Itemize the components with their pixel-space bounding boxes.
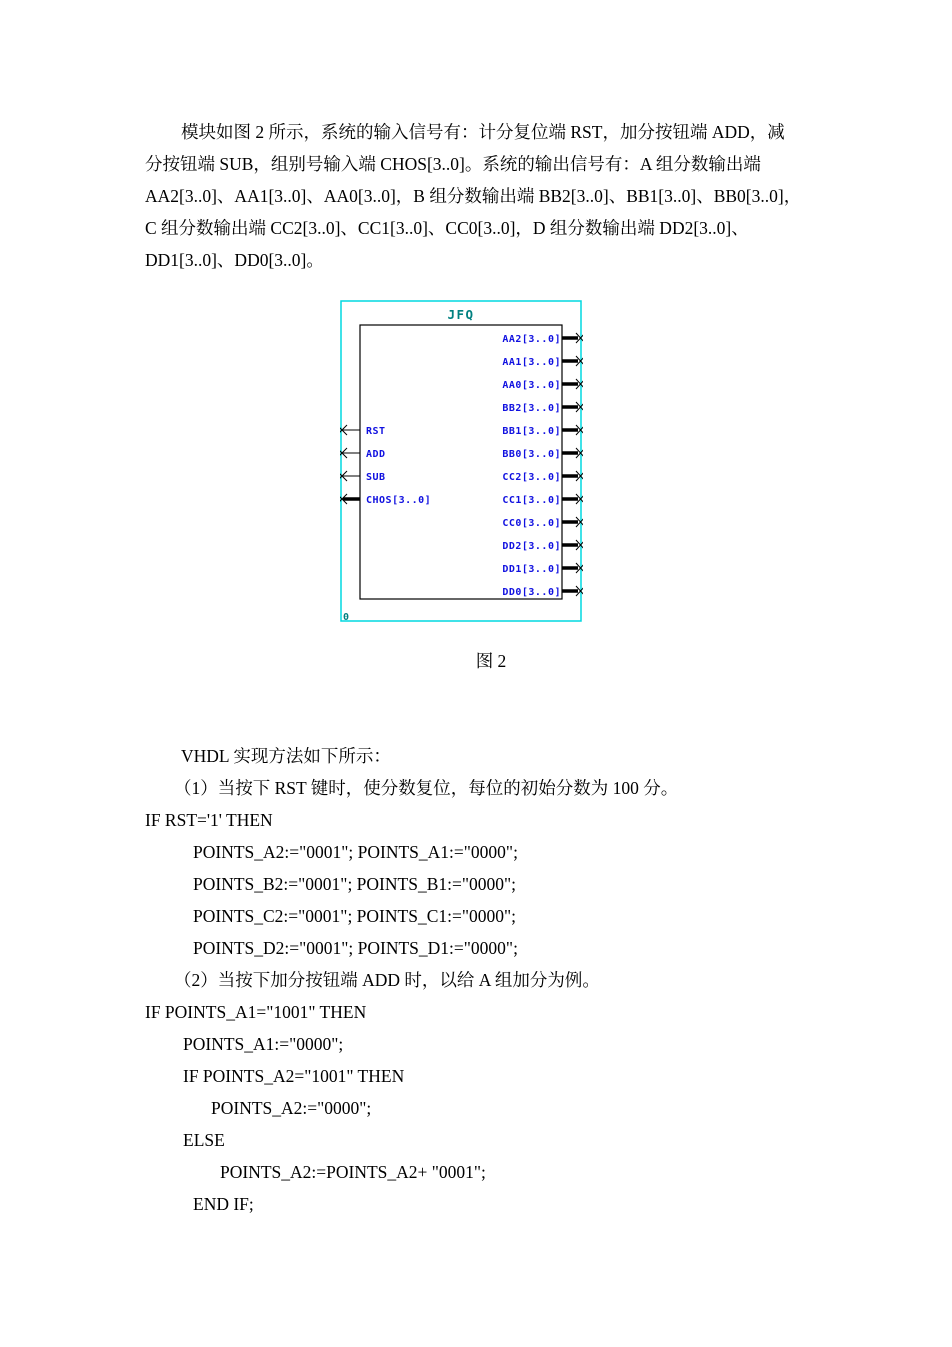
output-pin xyxy=(502,333,583,345)
code-line: IF POINTS_A2="1001" THEN xyxy=(183,1066,405,1086)
input-pin-label: SUB xyxy=(366,472,386,483)
code-line: POINTS_A2:="0001"; POINTS_A1:="0000"; xyxy=(193,842,518,862)
code-line: ELSE xyxy=(183,1130,225,1150)
code-line: （2）当按下加分按钮端 ADD 时，以给 A 组加分为例。 xyxy=(174,970,600,990)
output-pin xyxy=(502,563,583,575)
input-pin xyxy=(340,494,431,506)
instance-number: 0 xyxy=(343,612,350,623)
code-line: POINTS_C2:="0001"; POINTS_C1:="0000"; xyxy=(193,906,516,926)
output-pin-label: AA0[3..0] xyxy=(502,380,561,391)
intro-line: 分按钮端 SUB，组别号输入端 CHOS[3..0]。系统的输出信号有：A 组分数输出端 xyxy=(145,154,761,174)
output-pin xyxy=(502,448,583,460)
block-symbol-diagram xyxy=(340,300,583,623)
code-line: VHDL 实现方法如下所示： xyxy=(181,746,391,766)
output-pin xyxy=(502,356,583,368)
intro-line: 模块如图 2 所示，系统的输入信号有：计分复位端 RST，加分按钮端 ADD，减 xyxy=(181,122,785,142)
figure-caption: 图 2 xyxy=(475,651,507,671)
output-pin xyxy=(502,402,583,414)
output-pin-label: CC0[3..0] xyxy=(502,518,561,529)
output-pin-label: BB1[3..0] xyxy=(502,426,561,437)
output-pin-label: DD2[3..0] xyxy=(502,541,561,552)
output-pin-label: DD1[3..0] xyxy=(502,564,561,575)
intro-line: C 组分数输出端 CC2[3..0]、CC1[3..0]、CC0[3..0]，D 组分数输出端 DD2[3..0]、 xyxy=(145,218,749,238)
block-symbol-svg xyxy=(340,300,583,623)
output-pin-label: AA2[3..0] xyxy=(502,334,561,345)
code-line: IF RST='1' THEN xyxy=(145,810,273,830)
code-line: POINTS_A2:="0000"; xyxy=(211,1098,372,1118)
code-line: POINTS_A1:="0000"; xyxy=(183,1034,344,1054)
output-pin xyxy=(502,471,583,483)
output-pin-label: CC1[3..0] xyxy=(502,495,561,506)
code-line: POINTS_B2:="0001"; POINTS_B1:="0000"; xyxy=(193,874,516,894)
input-pin-label: ADD xyxy=(366,449,386,460)
output-pin-label: BB0[3..0] xyxy=(502,449,561,460)
output-pin xyxy=(502,379,583,391)
input-pin-label: CHOS[3..0] xyxy=(366,495,432,506)
intro-line: AA2[3..0]、AA1[3..0]、AA0[3..0]，B 组分数输出端 BB2[3..0]、BB1[3..0]、BB0[3..0]， xyxy=(145,186,802,206)
code-line: END IF; xyxy=(193,1194,254,1214)
output-pin-label: AA1[3..0] xyxy=(502,357,561,368)
code-line: IF POINTS_A1="1001" THEN xyxy=(145,1002,367,1022)
output-pin xyxy=(502,540,583,552)
input-pin-label: RST xyxy=(366,426,386,437)
output-pin-label: CC2[3..0] xyxy=(502,472,561,483)
code-line: （1）当按下 RST 键时，使分数复位，每位的初始分数为 100 分。 xyxy=(174,778,679,798)
output-pin xyxy=(502,586,583,598)
output-pin xyxy=(502,425,583,437)
intro-line: DD1[3..0]、DD0[3..0]。 xyxy=(145,250,324,270)
output-pin-label: BB2[3..0] xyxy=(502,403,561,414)
code-line: POINTS_D2:="0001"; POINTS_D1:="0000"; xyxy=(193,938,518,958)
symbol-title: JFQ xyxy=(447,307,475,322)
code-line: POINTS_A2:=POINTS_A2+ "0001"; xyxy=(220,1162,486,1182)
output-pin xyxy=(502,494,583,506)
output-pin xyxy=(502,517,583,529)
output-pin-label: DD0[3..0] xyxy=(502,587,561,598)
